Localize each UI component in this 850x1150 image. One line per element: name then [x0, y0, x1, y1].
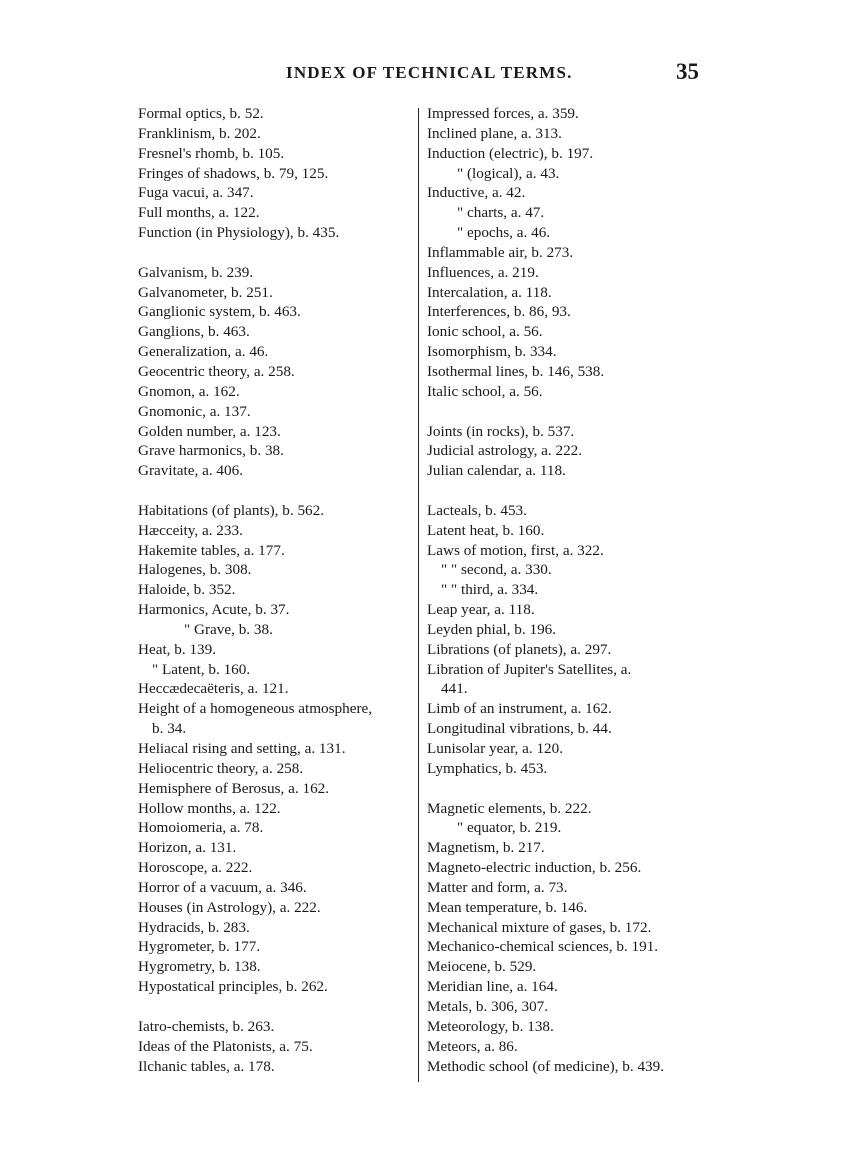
index-entry: Hakemite tables, a. 177.	[138, 541, 285, 559]
index-entry: Haloide, b. 352.	[138, 581, 236, 599]
index-entry: Methodic school (of medicine), b. 439.	[427, 1057, 665, 1075]
index-entry: Isothermal lines, b. 146, 538.	[427, 362, 605, 380]
index-entry: Metals, b. 306, 307.	[427, 997, 549, 1015]
index-entry: Hygrometer, b. 177.	[138, 938, 261, 956]
index-entry: 441.	[441, 680, 468, 698]
index-entry: Librations (of planets), a. 297.	[427, 640, 612, 658]
index-entry: Heliacal rising and setting, a. 131.	[138, 740, 346, 757]
index-entry: Matter and form, a. 73.	[427, 878, 568, 896]
index-entry: Hemisphere of Berosus, a. 162.	[138, 779, 330, 797]
index-entry: Horror of a vacuum, a. 346.	[138, 878, 307, 896]
index-entry: Heliocentric theory, a. 258.	[138, 759, 304, 777]
index-entry: Ionic school, a. 56.	[427, 323, 543, 341]
index-entry: Leap year, a. 118.	[427, 601, 535, 619]
page-header	[0, 59, 850, 91]
index-entry: Joints (in rocks), b. 537.	[427, 422, 575, 440]
index-entry: Judicial astrology, a. 222.	[427, 442, 583, 460]
index-entry: Lunisolar year, a. 120.	[427, 740, 564, 757]
index-entry: Mechanico-chemical sciences, b. 191.	[427, 938, 659, 956]
index-entry: Magneto-electric induction, b. 256.	[427, 859, 642, 877]
index-entry: Function (in Physiology), b. 435.	[138, 224, 340, 242]
index-entry: Ganglions, b. 463.	[138, 323, 250, 341]
page-number: 35	[676, 59, 699, 84]
index-entry: Meiocene, b. 529.	[427, 958, 537, 976]
index-entry: Iatro-chemists, b. 263.	[138, 1017, 275, 1035]
index-entry: Ideas of the Platonists, a. 75.	[138, 1037, 313, 1055]
index-entry: Meteors, a. 86.	[427, 1037, 518, 1055]
index-entry: " " third, a. 334.	[441, 581, 539, 599]
column-divider	[418, 108, 419, 1082]
index-entry: Interferences, b. 86, 93.	[427, 303, 571, 321]
index-entry: " (logical), a. 43.	[457, 164, 560, 182]
index-column-left	[138, 104, 416, 1076]
index-entry: Lymphatics, b. 453.	[427, 759, 548, 777]
index-entry: Ilchanic tables, a. 178.	[138, 1057, 275, 1075]
index-entry: Induction (electric), b. 197.	[427, 144, 594, 162]
index-entry: Franklinism, b. 202.	[138, 124, 261, 142]
index-entry: Magnetic elements, b. 222.	[427, 799, 592, 817]
index-entry: Meridian line, a. 164.	[427, 978, 558, 996]
index-entry: Gnomonic, a. 137.	[138, 402, 251, 420]
index-entry: Julian calendar, a. 118.	[427, 462, 566, 480]
index-entry: Generalization, a. 46.	[138, 343, 269, 361]
index-entry: Full months, a. 122.	[138, 204, 260, 222]
index-entry: " " second, a. 330.	[441, 561, 552, 579]
index-entry: Heat, b. 139.	[138, 640, 217, 658]
index-entry: " epochs, a. 46.	[457, 224, 551, 242]
index-entry: Harmonics, Acute, b. 37.	[138, 601, 290, 619]
index-entry: Intercalation, a. 118.	[427, 283, 552, 301]
index-entry: " Grave, b. 38.	[184, 620, 273, 638]
index-entry: Libration of Jupiter's Satellites, a.	[427, 660, 632, 678]
index-entry: Galvanometer, b. 251.	[138, 283, 273, 301]
index-entry: Houses (in Astrology), a. 222.	[138, 898, 321, 916]
index-entry: Hygrometry, b. 138.	[138, 958, 261, 976]
index-entry: Halogenes, b. 308.	[138, 561, 252, 579]
index-entry: Inclined plane, a. 313.	[427, 124, 562, 142]
index-entry: " charts, a. 47.	[457, 204, 545, 222]
index-entry: Fresnel's rhomb, b. 105.	[138, 144, 285, 162]
index-entry: Mechanical mixture of gases, b. 172.	[427, 918, 652, 936]
index-entry: Galvanism, b. 239.	[138, 263, 254, 281]
index-entry: Inductive, a. 42.	[427, 184, 526, 202]
index-entry: Limb of an instrument, a. 162.	[427, 700, 612, 718]
index-entry: Magnetism, b. 217.	[427, 839, 545, 857]
index-entry: Habitations (of plants), b. 562.	[138, 501, 325, 519]
index-entry: Horizon, a. 131.	[138, 839, 237, 857]
index-entry: Isomorphism, b. 334.	[427, 343, 557, 361]
index-entry: Lacteals, b. 453.	[427, 501, 527, 519]
index-entry: Mean temperature, b. 146.	[427, 898, 588, 916]
index-entry: Leyden phial, b. 196.	[427, 620, 557, 638]
index-column-right	[427, 104, 717, 1076]
running-title: INDEX OF TECHNICAL TERMS.	[286, 63, 573, 82]
index-entry: Fuga vacui, a. 347.	[138, 184, 254, 202]
index-entry: " Latent, b. 160.	[152, 660, 251, 678]
index-entry: Latent heat, b. 160.	[427, 521, 545, 539]
index-entry: " equator, b. 219.	[457, 819, 562, 837]
index-entry: Meteorology, b. 138.	[427, 1017, 554, 1035]
index-entry: Hydracids, b. 283.	[138, 918, 250, 936]
index-entry: b. 34.	[152, 720, 187, 738]
index-entry: Hypostatical principles, b. 262.	[138, 978, 328, 996]
index-entry: Hæcceity, a. 233.	[138, 521, 243, 539]
index-entry: Golden number, a. 123.	[138, 422, 281, 440]
index-entry: Height of a homogeneous atmosphere,	[138, 700, 373, 718]
index-entry: Fringes of shadows, b. 79, 125.	[138, 164, 329, 182]
index-entry: Italic school, a. 56.	[427, 382, 543, 400]
index-entry: Grave harmonics, b. 38.	[138, 442, 284, 460]
index-entry: Gnomon, a. 162.	[138, 382, 240, 400]
index-entry: Formal optics, b. 52.	[138, 105, 264, 122]
index-entry: Gravitate, a. 406.	[138, 462, 244, 480]
index-entry: Impressed forces, a. 359.	[427, 105, 579, 122]
index-entry: Heccædecaëteris, a. 121.	[138, 680, 289, 698]
index-entry: Geocentric theory, a. 258.	[138, 362, 295, 380]
index-entry: Homoiomeria, a. 78.	[138, 819, 264, 837]
index-entry: Hollow months, a. 122.	[138, 799, 281, 817]
index-entry: Laws of motion, first, a. 322.	[427, 541, 604, 559]
index-entry: Ganglionic system, b. 463.	[138, 303, 301, 321]
index-entry: Longitudinal vibrations, b. 44.	[427, 720, 612, 738]
index-entry: Horoscope, a. 222.	[138, 859, 253, 877]
index-entry: Inflammable air, b. 273.	[427, 243, 574, 261]
index-entry: Influences, a. 219.	[427, 263, 539, 281]
